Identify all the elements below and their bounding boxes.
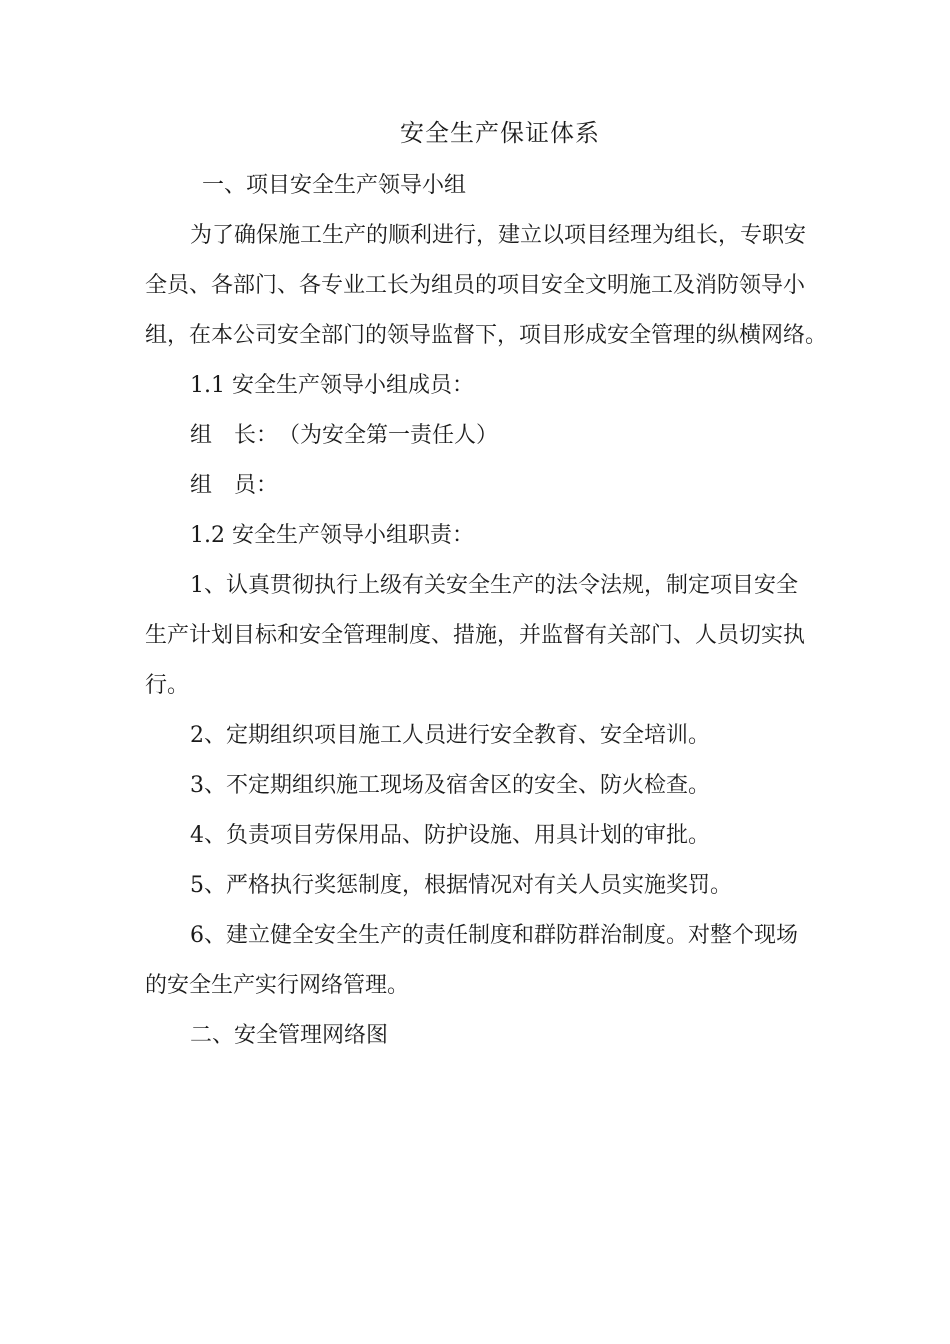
intro-line-3: 组，在本公司安全部门的领导监督下，项目形成安全管理的纵横网络。 xyxy=(145,323,828,348)
duty-1-line-1: 1、认真贯彻执行上级有关安全生产的法令法规，制定项目安全 xyxy=(190,573,798,598)
member-line: 组 员： xyxy=(190,473,279,498)
section-1-heading: 一、项目安全生产领导小组 xyxy=(202,173,467,198)
document-title: 安全生产保证体系 xyxy=(400,119,600,147)
duty-3: 3、不定期组织施工现场及宿舍区的安全、防火检查。 xyxy=(190,773,710,798)
duty-2: 2、定期组织项目施工人员进行安全教育、安全培训。 xyxy=(190,723,710,748)
duty-5: 5、严格执行奖惩制度，根据情况对有关人员实施奖罚。 xyxy=(190,873,732,898)
leader-line: 组 长： （为安全第一责任人） xyxy=(190,423,499,448)
intro-line-1: 为了确保施工生产的顺利进行，建立以项目经理为组长，专职安 xyxy=(190,223,807,248)
duty-1-line-3: 行。 xyxy=(145,673,190,698)
subsection-1-1-heading: 1.1 安全生产领导小组成员： xyxy=(190,373,474,398)
duty-6-line-1: 6、建立健全安全生产的责任制度和群防群治制度。对整个现场 xyxy=(190,923,798,948)
duty-4: 4、负责项目劳保用品、防护设施、用具计划的审批。 xyxy=(190,823,710,848)
subsection-1-2-heading: 1.2 安全生产领导小组职责： xyxy=(190,523,474,548)
section-2-heading: 二、安全管理网络图 xyxy=(190,1023,389,1048)
duty-1-line-2: 生产计划目标和安全管理制度、措施，并监督有关部门、人员切实执 xyxy=(145,623,806,648)
intro-line-2: 全员、各部门、各专业工长为组员的项目安全文明施工及消防领导小 xyxy=(145,273,806,298)
duty-6-line-2: 的安全生产实行网络管理。 xyxy=(145,973,410,998)
